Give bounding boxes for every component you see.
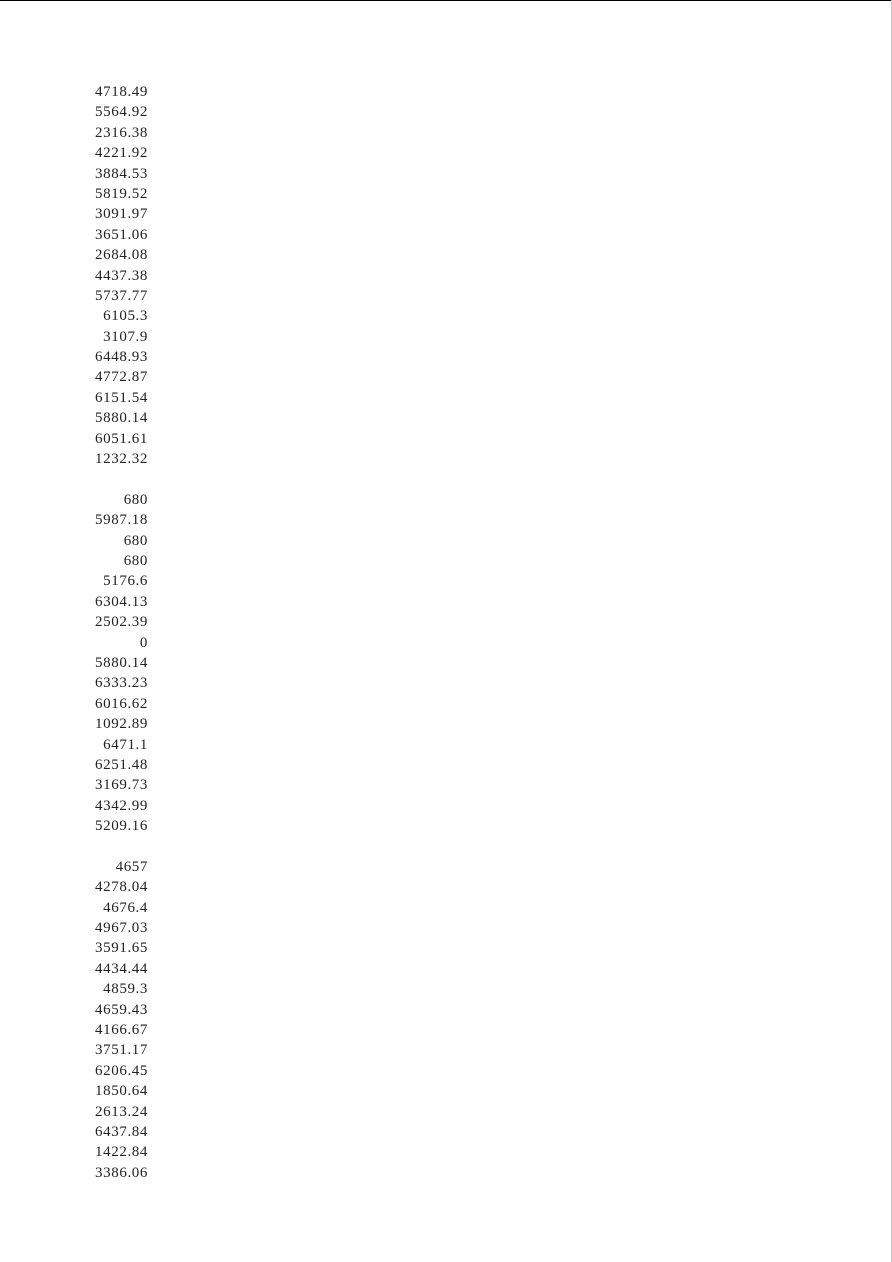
value-cell: 1422.84 [95,1144,148,1161]
value-cell: 4659.43 [95,1001,148,1018]
value-cell: 5737.77 [95,287,148,304]
page-top-border [0,0,892,1]
value-cell: 4676.4 [103,899,148,916]
value-cell: 6304.13 [95,593,148,610]
value-cell: 2502.39 [95,614,148,631]
value-cell: 6437.84 [95,1123,148,1140]
value-cell: 4342.99 [95,797,148,814]
value-cell: 6471.1 [103,736,148,753]
value-cell: 4772.87 [95,369,148,386]
value-cell: 5880.14 [95,654,148,671]
value-cell: 5176.6 [103,573,148,590]
value-cell: 2316.38 [95,124,148,141]
value-cell: 5209.16 [95,818,148,835]
value-cell: 5987.18 [95,512,148,529]
value-cell: 4657 [115,858,148,875]
value-cell: 3751.17 [95,1042,148,1059]
value-cell: 2613.24 [95,1103,148,1120]
value-cell: 5564.92 [95,104,148,121]
value-cell: 1850.64 [95,1083,148,1100]
value-cell: 6448.93 [95,349,148,366]
value-cell: 5880.14 [95,410,148,427]
value-cell: 6333.23 [95,675,148,692]
value-cell: 6151.54 [95,389,148,406]
value-cell: 4166.67 [95,1021,148,1038]
value-cell: 4434.44 [95,960,148,977]
value-cell: 6105.3 [103,308,148,325]
value-cell: 3651.06 [95,226,148,243]
value-cell: 3386.06 [95,1164,148,1181]
value-cell: 4221.92 [95,145,148,162]
value-cell: 2684.08 [95,247,148,264]
value-cell: 680 [123,491,148,508]
value-cell: 4278.04 [95,879,148,896]
value-cell: 3884.53 [95,165,148,182]
value-block [60,490,148,837]
value-cell: 6051.61 [95,430,148,447]
value-cell: 3591.65 [95,940,148,957]
value-block [60,82,148,469]
value-cell: 4718.49 [95,84,148,100]
value-block [60,857,148,1183]
value-cell: 0 [139,634,148,651]
value-cell: 4967.03 [95,920,148,937]
value-cell: 3091.97 [95,206,148,223]
value-cell: 6206.45 [95,1062,148,1079]
value-cell: 680 [123,532,148,549]
value-column [60,82,148,1183]
value-cell: 1092.89 [95,716,148,733]
value-cell: 6016.62 [95,695,148,712]
value-cell: 1232.32 [95,451,148,468]
value-cell: 5819.52 [95,185,148,202]
value-cell: 6251.48 [95,756,148,773]
value-cell: 3107.9 [103,328,148,345]
value-cell: 4859.3 [103,981,148,998]
value-cell: 680 [123,552,148,569]
value-cell: 3169.73 [95,777,148,794]
value-cell: 4437.38 [95,267,148,284]
